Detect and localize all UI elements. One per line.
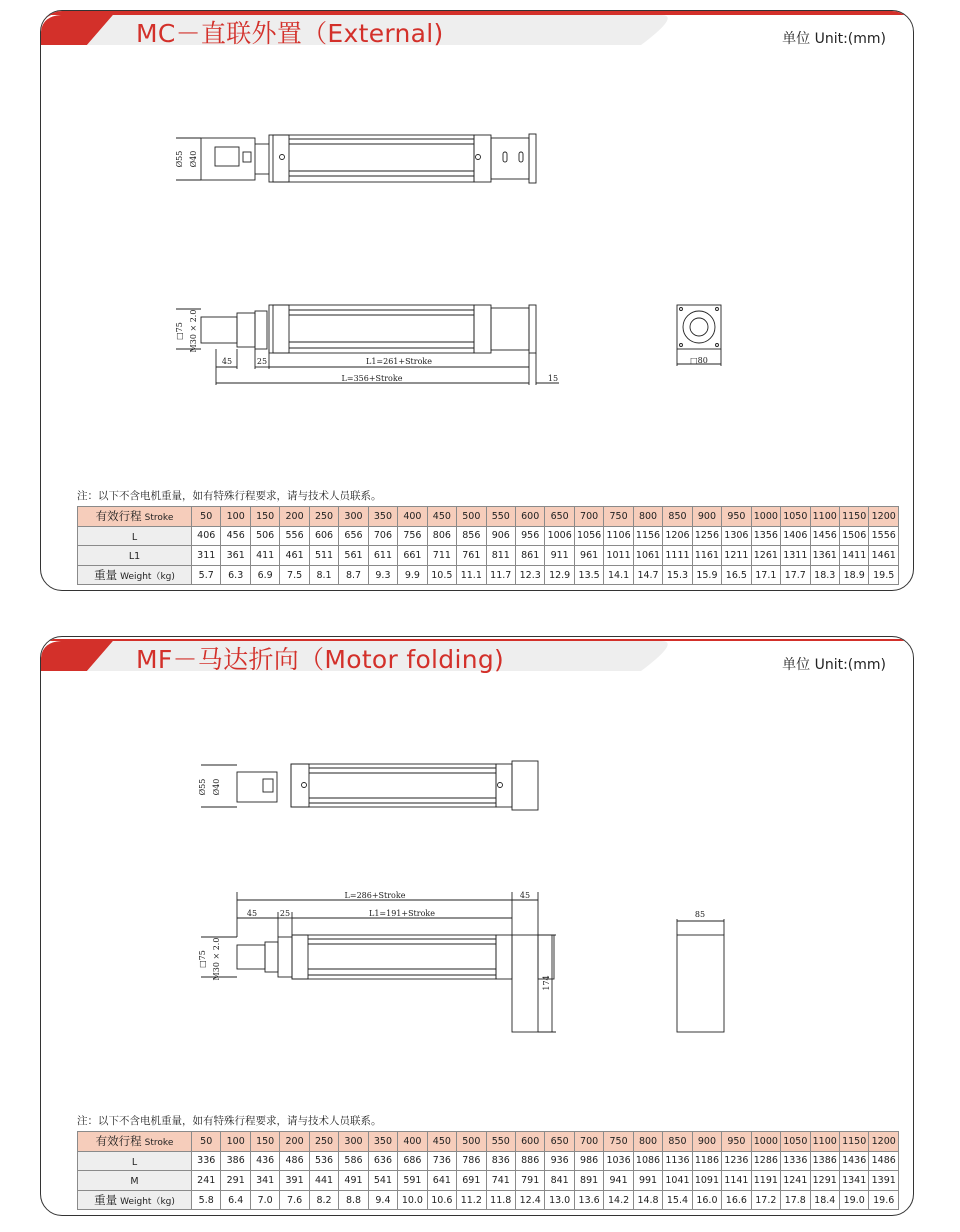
dim-45a: 45 <box>246 909 258 918</box>
value-cell: 7.6 <box>280 1190 309 1210</box>
value-cell: 386 <box>221 1151 250 1171</box>
value-cell: 1406 <box>781 526 810 546</box>
dim-174: 174 <box>542 975 551 991</box>
stroke-cell: 1150 <box>839 507 868 527</box>
value-cell: 586 <box>339 1151 368 1171</box>
stroke-cell: 1100 <box>810 507 839 527</box>
value-cell: 491 <box>339 1171 368 1191</box>
value-cell: 15.9 <box>692 565 721 585</box>
table-row-l <box>78 1151 899 1171</box>
row-label: 重量 Weight（kg) <box>78 1190 192 1210</box>
value-cell: 6.4 <box>221 1190 250 1210</box>
stroke-cell: 1050 <box>781 507 810 527</box>
dim-top-dia2: Ø40 <box>189 150 198 168</box>
value-cell: 556 <box>280 526 309 546</box>
value-cell: 811 <box>486 546 515 566</box>
stroke-cell: 750 <box>604 1132 633 1152</box>
spec-table <box>77 1131 899 1210</box>
stroke-cell: 1000 <box>751 1132 780 1152</box>
value-cell: 18.4 <box>810 1190 839 1210</box>
value-cell: 541 <box>368 1171 397 1191</box>
value-cell: 661 <box>398 546 427 566</box>
table-row-weight <box>78 565 899 585</box>
value-cell: 636 <box>368 1151 397 1171</box>
dim-thread: M30 × 2.0 <box>189 309 198 353</box>
value-cell: 1236 <box>722 1151 751 1171</box>
value-cell: 1211 <box>722 546 751 566</box>
value-cell: 7.5 <box>280 565 309 585</box>
value-cell: 15.3 <box>663 565 692 585</box>
value-cell: 911 <box>545 546 574 566</box>
stroke-cell: 350 <box>368 1132 397 1152</box>
value-cell: 13.0 <box>545 1190 574 1210</box>
value-cell: 436 <box>250 1151 279 1171</box>
value-cell: 941 <box>604 1171 633 1191</box>
value-cell: 986 <box>574 1151 603 1171</box>
value-cell: 1341 <box>839 1171 868 1191</box>
value-cell: 7.0 <box>250 1190 279 1210</box>
value-cell: 8.2 <box>309 1190 338 1210</box>
value-cell: 611 <box>368 546 397 566</box>
value-cell: 686 <box>398 1151 427 1171</box>
value-cell: 16.6 <box>722 1190 751 1210</box>
value-cell: 961 <box>574 546 603 566</box>
dim-top-dia2: Ø40 <box>212 778 221 796</box>
value-cell: 9.9 <box>398 565 427 585</box>
dim-l: L=356+Stroke <box>341 374 403 383</box>
section-title: MC－直联外置（External) <box>136 19 444 48</box>
note-text: 注：以下不含电机重量，如有特殊行程要求，请与技术人员联系。 <box>77 490 382 502</box>
stroke-cell: 900 <box>692 1132 721 1152</box>
stroke-cell: 1050 <box>781 1132 810 1152</box>
value-cell: 761 <box>457 546 486 566</box>
value-cell: 956 <box>515 526 544 546</box>
stroke-cell: 800 <box>633 1132 662 1152</box>
dim-thread: M30 × 2.0 <box>212 937 221 981</box>
value-cell: 806 <box>427 526 456 546</box>
value-cell: 861 <box>515 546 544 566</box>
value-cell: 456 <box>221 526 250 546</box>
value-cell: 17.8 <box>781 1190 810 1210</box>
value-cell: 1111 <box>663 546 692 566</box>
dim-15: 15 <box>547 374 559 383</box>
stroke-cell: 1150 <box>839 1132 868 1152</box>
value-cell: 1186 <box>692 1151 721 1171</box>
value-cell: 18.3 <box>810 565 839 585</box>
value-cell: 706 <box>368 526 397 546</box>
value-cell: 756 <box>398 526 427 546</box>
dim-square-flange: □75 <box>175 322 184 340</box>
stroke-cell: 1000 <box>751 507 780 527</box>
value-cell: 19.6 <box>869 1190 899 1210</box>
stroke-cell: 1100 <box>810 1132 839 1152</box>
value-cell: 5.7 <box>192 565 221 585</box>
stroke-cell: 850 <box>663 1132 692 1152</box>
value-cell: 991 <box>633 1171 662 1191</box>
value-cell: 656 <box>339 526 368 546</box>
value-cell: 11.2 <box>457 1190 486 1210</box>
value-cell: 836 <box>486 1151 515 1171</box>
stroke-cell: 900 <box>692 507 721 527</box>
stroke-cell: 250 <box>309 1132 338 1152</box>
value-cell: 1136 <box>663 1151 692 1171</box>
value-cell: 10.0 <box>398 1190 427 1210</box>
value-cell: 1256 <box>692 526 721 546</box>
unit-label: 单位 Unit:(mm) <box>782 657 886 673</box>
value-cell: 10.6 <box>427 1190 456 1210</box>
value-cell: 1161 <box>692 546 721 566</box>
value-cell: 736 <box>427 1151 456 1171</box>
value-cell: 1086 <box>633 1151 662 1171</box>
value-cell: 691 <box>457 1171 486 1191</box>
row-label: M <box>78 1171 192 1191</box>
value-cell: 1356 <box>751 526 780 546</box>
stroke-cell: 100 <box>221 1132 250 1152</box>
value-cell: 1041 <box>663 1171 692 1191</box>
value-cell: 9.3 <box>368 565 397 585</box>
value-cell: 19.0 <box>839 1190 868 1210</box>
stroke-cell: 250 <box>309 507 338 527</box>
value-cell: 11.1 <box>457 565 486 585</box>
value-cell: 12.9 <box>545 565 574 585</box>
table-row-stroke <box>78 1132 899 1152</box>
row-label: L <box>78 1151 192 1171</box>
stroke-cell: 550 <box>486 1132 515 1152</box>
stroke-cell: 150 <box>250 507 279 527</box>
value-cell: 891 <box>574 1171 603 1191</box>
row-label: L1 <box>78 546 192 566</box>
table-row-m <box>78 1171 899 1191</box>
value-cell: 786 <box>457 1151 486 1171</box>
value-cell: 1311 <box>781 546 810 566</box>
value-cell: 1261 <box>751 546 780 566</box>
dim-45: 45 <box>221 357 233 366</box>
value-cell: 16.0 <box>692 1190 721 1210</box>
value-cell: 1336 <box>781 1151 810 1171</box>
value-cell: 591 <box>398 1171 427 1191</box>
dim-end-square: □80 <box>690 356 708 365</box>
value-cell: 16.5 <box>722 565 751 585</box>
value-cell: 17.2 <box>751 1190 780 1210</box>
note-text: 注：以下不含电机重量，如有特殊行程要求，请与技术人员联系。 <box>77 1115 382 1127</box>
stroke-cell: 800 <box>633 507 662 527</box>
row-label: 有效行程 Stroke <box>78 1132 192 1152</box>
table-row-weight <box>78 1190 899 1210</box>
dim-l: L=286+Stroke <box>344 891 406 900</box>
value-cell: 1386 <box>810 1151 839 1171</box>
value-cell: 1006 <box>545 526 574 546</box>
value-cell: 856 <box>457 526 486 546</box>
value-cell: 606 <box>309 526 338 546</box>
stroke-cell: 100 <box>221 507 250 527</box>
value-cell: 1191 <box>751 1171 780 1191</box>
value-cell: 1286 <box>751 1151 780 1171</box>
value-cell: 8.1 <box>309 565 338 585</box>
value-cell: 906 <box>486 526 515 546</box>
stroke-cell: 950 <box>722 507 751 527</box>
stroke-cell: 650 <box>545 1132 574 1152</box>
row-label: L <box>78 526 192 546</box>
dim-25: 25 <box>279 909 291 918</box>
value-cell: 336 <box>192 1151 221 1171</box>
table-row-l <box>78 526 899 546</box>
stroke-cell: 400 <box>398 507 427 527</box>
value-cell: 536 <box>309 1151 338 1171</box>
value-cell: 13.5 <box>574 565 603 585</box>
value-cell: 391 <box>280 1171 309 1191</box>
value-cell: 1156 <box>633 526 662 546</box>
stroke-cell: 600 <box>515 507 544 527</box>
stroke-cell: 550 <box>486 507 515 527</box>
dim-square-flange: □75 <box>198 950 207 968</box>
value-cell: 1461 <box>869 546 899 566</box>
value-cell: 1061 <box>633 546 662 566</box>
stroke-cell: 950 <box>722 1132 751 1152</box>
stroke-cell: 300 <box>339 507 368 527</box>
spec-table <box>77 506 899 585</box>
value-cell: 1036 <box>604 1151 633 1171</box>
value-cell: 791 <box>515 1171 544 1191</box>
stroke-cell: 500 <box>457 1132 486 1152</box>
value-cell: 1241 <box>781 1171 810 1191</box>
value-cell: 17.1 <box>751 565 780 585</box>
value-cell: 12.3 <box>515 565 544 585</box>
stroke-cell: 350 <box>368 507 397 527</box>
value-cell: 561 <box>339 546 368 566</box>
stroke-cell: 200 <box>280 507 309 527</box>
value-cell: 936 <box>545 1151 574 1171</box>
dim-25: 25 <box>256 357 268 366</box>
table-row-stroke <box>78 507 899 527</box>
value-cell: 18.9 <box>839 565 868 585</box>
value-cell: 641 <box>427 1171 456 1191</box>
section-mf <box>40 636 914 1216</box>
value-cell: 1091 <box>692 1171 721 1191</box>
section-title: MF－马达折向（Motor folding) <box>136 645 505 674</box>
value-cell: 1436 <box>839 1151 868 1171</box>
value-cell: 341 <box>250 1171 279 1191</box>
value-cell: 10.5 <box>427 565 456 585</box>
value-cell: 741 <box>486 1171 515 1191</box>
value-cell: 14.1 <box>604 565 633 585</box>
dim-l1: L1=261+Stroke <box>366 357 432 366</box>
value-cell: 241 <box>192 1171 221 1191</box>
row-label: 有效行程 Stroke <box>78 507 192 527</box>
stroke-cell: 150 <box>250 1132 279 1152</box>
value-cell: 841 <box>545 1171 574 1191</box>
mf-technical-drawing <box>41 637 914 1107</box>
value-cell: 511 <box>309 546 338 566</box>
dim-l1: L1=191+Stroke <box>369 909 435 918</box>
value-cell: 14.7 <box>633 565 662 585</box>
value-cell: 6.9 <box>250 565 279 585</box>
stroke-cell: 300 <box>339 1132 368 1152</box>
dim-top-dia1: Ø55 <box>198 778 207 796</box>
stroke-cell: 50 <box>192 507 221 527</box>
value-cell: 1361 <box>810 546 839 566</box>
value-cell: 12.4 <box>515 1190 544 1210</box>
stroke-cell: 650 <box>545 507 574 527</box>
stroke-cell: 1200 <box>869 1132 899 1152</box>
value-cell: 1506 <box>839 526 868 546</box>
value-cell: 17.7 <box>781 565 810 585</box>
value-cell: 411 <box>250 546 279 566</box>
value-cell: 19.5 <box>869 565 899 585</box>
row-label: 重量 Weight（kg) <box>78 565 192 585</box>
value-cell: 13.6 <box>574 1190 603 1210</box>
value-cell: 361 <box>221 546 250 566</box>
value-cell: 1411 <box>839 546 868 566</box>
dim-45b: 45 <box>519 891 531 900</box>
stroke-cell: 400 <box>398 1132 427 1152</box>
stroke-cell: 450 <box>427 507 456 527</box>
stroke-cell: 600 <box>515 1132 544 1152</box>
value-cell: 1056 <box>574 526 603 546</box>
stroke-cell: 1200 <box>869 507 899 527</box>
value-cell: 1011 <box>604 546 633 566</box>
value-cell: 1106 <box>604 526 633 546</box>
value-cell: 1291 <box>810 1171 839 1191</box>
value-cell: 11.7 <box>486 565 515 585</box>
unit-label: 单位 Unit:(mm) <box>782 31 886 47</box>
value-cell: 11.8 <box>486 1190 515 1210</box>
value-cell: 311 <box>192 546 221 566</box>
table-row-l1 <box>78 546 899 566</box>
stroke-cell: 200 <box>280 1132 309 1152</box>
stroke-cell: 700 <box>574 507 603 527</box>
stroke-cell: 850 <box>663 507 692 527</box>
mc-technical-drawing <box>41 11 914 481</box>
value-cell: 8.7 <box>339 565 368 585</box>
value-cell: 1456 <box>810 526 839 546</box>
stroke-cell: 500 <box>457 507 486 527</box>
value-cell: 6.3 <box>221 565 250 585</box>
stroke-cell: 750 <box>604 507 633 527</box>
value-cell: 1391 <box>869 1171 899 1191</box>
value-cell: 5.8 <box>192 1190 221 1210</box>
dim-85: 85 <box>694 910 706 919</box>
value-cell: 1556 <box>869 526 899 546</box>
section-mc <box>40 10 914 591</box>
value-cell: 711 <box>427 546 456 566</box>
value-cell: 406 <box>192 526 221 546</box>
value-cell: 1486 <box>869 1151 899 1171</box>
dim-top-dia1: Ø55 <box>175 150 184 168</box>
value-cell: 1306 <box>722 526 751 546</box>
value-cell: 886 <box>515 1151 544 1171</box>
value-cell: 461 <box>280 546 309 566</box>
stroke-cell: 50 <box>192 1132 221 1152</box>
value-cell: 1141 <box>722 1171 751 1191</box>
value-cell: 291 <box>221 1171 250 1191</box>
value-cell: 14.8 <box>633 1190 662 1210</box>
value-cell: 486 <box>280 1151 309 1171</box>
stroke-cell: 700 <box>574 1132 603 1152</box>
stroke-cell: 450 <box>427 1132 456 1152</box>
value-cell: 441 <box>309 1171 338 1191</box>
value-cell: 506 <box>250 526 279 546</box>
value-cell: 1206 <box>663 526 692 546</box>
value-cell: 15.4 <box>663 1190 692 1210</box>
value-cell: 9.4 <box>368 1190 397 1210</box>
value-cell: 14.2 <box>604 1190 633 1210</box>
value-cell: 8.8 <box>339 1190 368 1210</box>
